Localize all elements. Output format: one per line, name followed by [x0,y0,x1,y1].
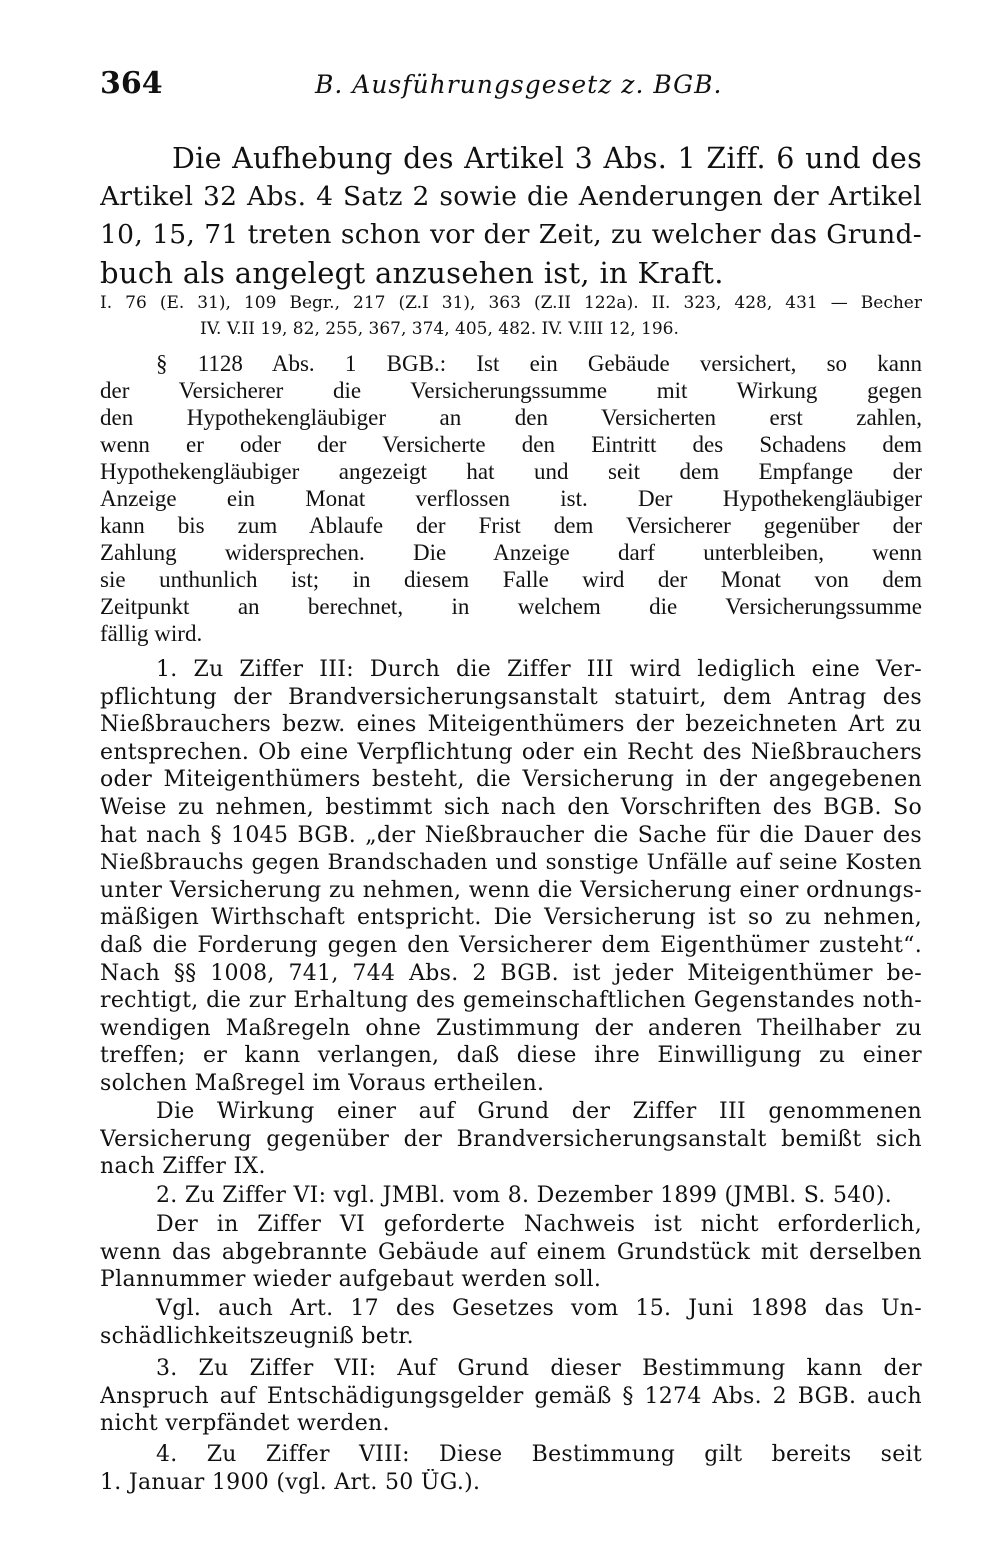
text-line: 4. Zu Ziffer VIII: Diese Bestimmung gilt bereits seit [156,1442,922,1467]
text-line: nicht verpfändet werden. [100,1411,390,1437]
text-line: Der in Ziffer VI geforderte Nachweis ist nicht erforderlich, [156,1212,922,1237]
text-line: Die Wirkung einer auf Grund der Ziffer III genommenen [156,1099,922,1124]
text-line: 1. Januar 1900 (vgl. Art. 50 ÜG.). [100,1469,481,1495]
text-line: Versicherung gegenüber der Brandversicherungsanstalt bemißt sich [100,1126,922,1152]
text-line: unter Versicherung zu nehmen, wenn die Versicherung einer ordnungs- [100,877,922,903]
page-header [100,62,920,106]
text-line: schädlichkeitszeugniß betr. [100,1323,414,1349]
text-line: Plannummer wieder aufgebaut werden soll. [100,1267,602,1293]
text-line: 10, 15, 71 treten schon vor der Zeit, zu welcher das Grund- [100,219,922,250]
text-line: wendigen Maßregeln ohne Zustimmung der anderen Theilhaber zu [100,1015,922,1041]
text-line: Die Aufhebung des Artikel 3 Abs. 1 Ziff. 6 und des [172,142,922,175]
text-line: daß die Forderung gegen den Versicherer dem Eigenthümer zusteht“. [100,932,922,958]
note-2-continuation [100,1211,922,1294]
text-line: rechtigt, die zur Erhaltung des gemeinschaftlichen Gegenstandes noth- [100,988,922,1014]
text-line: Vgl. auch Art. 17 des Gesetzes vom 15. Juni 1898 das Un- [156,1296,922,1321]
text-line: Anzeige ein Monat verflossen ist. Der Hypothekengläubiger [100,486,922,511]
text-line: nach Ziffer IX. [100,1154,266,1180]
text-line: Nießbrauchs gegen Brandschaden und sonstige Unfälle auf seine Kosten [100,850,922,876]
references [100,290,922,342]
intro-paragraph [100,140,922,292]
bgb-quote [100,350,922,647]
note-3 [100,1355,922,1438]
text-line: Nießbrauchers bezw. eines Miteigenthümers der bezeichneten Art zu [100,712,922,738]
text-line: 2. Zu Ziffer VI: vgl. JMBl. vom 8. Dezember 1899 (JMBl. S. 540). [156,1183,893,1208]
reference-line: IV. V.II 19, 82, 255, 367, 374, 405, 482. IV. V.III 12, 196. [200,319,679,339]
text-line: Hypothekengläubiger angezeigt hat und seit dem Empfange der [100,459,922,484]
note-1 [100,656,922,1098]
running-title: B. Ausführungsgesetz z. BGB. [315,70,723,99]
text-line: treffen; er kann verlangen, daß diese ihre Einwilligung zu einer [100,1043,922,1069]
text-line: Anspruch auf Entschädigungsgelder gemäß § 1274 Abs. 2 BGB. auch [100,1383,922,1409]
text-line: solchen Maßregel im Voraus ertheilen. [100,1070,545,1096]
note-2 [100,1182,922,1210]
text-line: § 1128 Abs. 1 BGB.: Ist ein Gebäude versichert, so kann [156,351,922,376]
text-line: Zeitpunkt an berechnet, in welchem die Versicherungssumme [100,594,922,619]
text-line: Weise zu nehmen, bestimmt sich nach den Vorschriften des BGB. So [100,794,922,820]
text-line: hat nach § 1045 BGB. „der Nießbraucher die Sache für die Dauer des [100,822,922,848]
text-line: buch als angelegt anzusehen ist, in Kraft. [100,256,724,290]
text-line: Zahlung widersprechen. Die Anzeige darf unterbleiben, wenn [100,540,922,565]
text-line: der Versicherer die Versicherungssumme mit Wirkung gegen [100,378,922,403]
note-1-continuation [100,1098,922,1181]
text-line: Nach §§ 1008, 741, 744 Abs. 2 BGB. ist jeder Miteigenthümer be- [100,960,922,986]
reference-line: I. 76 (E. 31), 109 Begr., 217 (Z.I 31), 363 (Z.II 122a). II. 323, 428, 431 — Becher [100,293,922,313]
note-2-reference [100,1295,922,1350]
text-line: entsprechen. Ob eine Verpflichtung oder ein Recht des Nießbrauchers [100,739,922,765]
text-line: sie unthunlich ist; in diesem Falle wird der Monat von dem [100,567,922,592]
note-4 [100,1441,922,1496]
text-line: den Hypothekengläubiger an den Versicherten erst zahlen, [100,405,922,430]
page-number: 364 [100,66,163,101]
text-line: 3. Zu Ziffer VII: Auf Grund dieser Bestimmung kann der [156,1356,922,1381]
text-line: mäßigen Wirthschaft entspricht. Die Versicherung ist so zu nehmen, [100,905,922,931]
text-line: 1. Zu Ziffer III: Durch die Ziffer III wird lediglich eine Ver- [156,657,922,682]
text-line: pflichtung der Brandversicherungsanstalt statuirt, dem Antrag des [100,684,922,710]
text-line: Artikel 32 Abs. 4 Satz 2 sowie die Aenderungen der Artikel [100,181,922,212]
text-line: fällig wird. [100,621,203,646]
text-line: wenn er oder der Versicherte den Eintritt des Schadens dem [100,432,922,457]
text-line: oder Miteigenthümers besteht, die Versicherung in der angegebenen [100,767,922,793]
text-line: wenn das abgebrannte Gebäude auf einem Grundstück mit derselben [100,1239,922,1265]
text-line: kann bis zum Ablaufe der Frist dem Versicherer gegenüber der [100,513,922,538]
